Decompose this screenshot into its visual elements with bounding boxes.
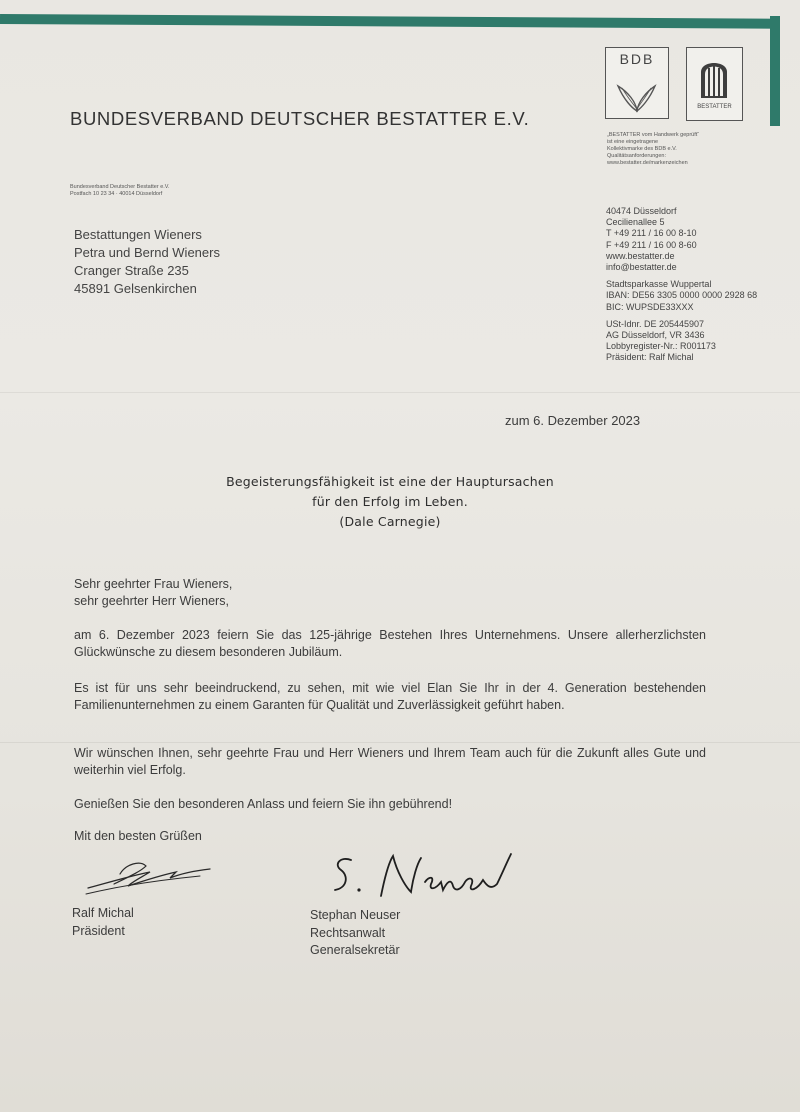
quote-line: für den Erfolg im Leben.	[312, 494, 468, 509]
signatory-name: Stephan Neuser	[310, 908, 401, 922]
bestatter-logo-text: BESTATTER	[697, 104, 732, 110]
bdb-leaf-icon	[606, 48, 667, 117]
recipient-line: 45891 Gelsenkirchen	[74, 281, 197, 296]
recipient-line: Petra und Bernd Wieners	[74, 245, 220, 260]
recipient-address	[74, 226, 220, 298]
letterhead-green-side-bar	[770, 16, 780, 126]
signatory-name: Ralf Michal	[72, 906, 134, 920]
letter-date: zum 6. Dezember 2023	[505, 413, 641, 428]
registry-line: AG Düsseldorf, VR 3436	[606, 330, 705, 341]
organization-name: BUNDESVERBAND DEUTSCHER BESTATTER E.V.	[70, 108, 530, 129]
quote-line: Begeisterungsfähigkeit ist eine der Hauptursachen	[226, 474, 554, 489]
contact-details	[606, 206, 791, 364]
fold-line	[0, 742, 800, 743]
caption-line: „BESTATTER vom Handwerk geprüft“	[607, 132, 700, 138]
contact-line: info@bestatter.de	[606, 262, 677, 273]
paragraph: am 6. Dezember 2023 feiern Sie das 125-jährige Bestehen Ihres Unternehmens. Unsere allerherzlichsten Glückwünsche zu diesem besonderen Jubiläum.	[74, 628, 706, 659]
salutation	[74, 576, 706, 610]
signatory-title: Präsident	[72, 923, 125, 938]
paragraph: Genießen Sie den besonderen Anlass und feiern Sie ihn gebührend!	[74, 797, 453, 811]
signatory-title: Rechtsanwalt	[310, 925, 386, 940]
registry-line: Präsident: Ralf Michal	[606, 352, 694, 363]
caption-line: ist eine eingetragene	[607, 139, 659, 145]
signatory-left	[72, 905, 134, 940]
salutation-line: Sehr geehrter Frau Wieners,	[74, 577, 233, 591]
sender-line: Postfach 10 23 34 · 40014 Düsseldorf	[70, 191, 163, 197]
registry-line: Lobbyregister-Nr.: R001173	[606, 341, 716, 352]
caption-line: Kollektivmarke des BDB e.V.	[607, 146, 677, 152]
bdb-logo-text: BDB	[619, 51, 655, 67]
bank-line: BIC: WUPSDE33XXX	[606, 301, 694, 312]
contact-line: www.bestatter.de	[606, 250, 675, 261]
trademark-caption	[607, 132, 782, 167]
contact-line: 40474 Düsseldorf	[606, 206, 677, 216]
paragraph: Wir wünschen Ihnen, sehr geehrte Frau und Herr Wieners und Ihrem Team auch für die Zukunft alles Gute und weiterhin viel Erfolg.	[74, 746, 706, 777]
signatory-title: Generalsekretär	[310, 943, 400, 957]
contact-line: T +49 211 / 16 00 8-10	[606, 228, 697, 239]
bank-line: IBAN: DE56 3305 0000 0000 2928 68	[606, 290, 758, 301]
salutation-line: sehr geehrter Herr Wieners,	[74, 594, 229, 608]
paragraph: Es ist für uns sehr beeindruckend, zu sehen, mit wie viel Elan Sie Ihr in der 4. Generation bestehenden Familienunternehmen zu einem Garanten für Qualität und Zuverlässigkeit geführt haben.	[74, 681, 706, 712]
signatory-right	[310, 907, 400, 960]
contact-line: F +49 211 / 16 00 8-60	[606, 239, 697, 250]
bank-line: Stadtsparkasse Wuppertal	[606, 279, 712, 290]
recipient-line: Bestattungen Wieners	[74, 227, 202, 242]
bdb-logo	[605, 47, 669, 119]
caption-line: Qualitätsanforderungen:	[607, 153, 667, 159]
letterhead-green-bar	[0, 14, 780, 29]
contact-line: Cecilienallee 5	[606, 217, 665, 228]
fold-line	[0, 392, 800, 393]
recipient-line: Cranger Straße 235	[74, 263, 189, 278]
closing: Mit den besten Grüßen	[74, 829, 202, 843]
bestatter-quality-logo	[686, 47, 743, 121]
sender-return-address	[70, 184, 310, 198]
registry-line: USt-Idnr. DE 205445907	[606, 318, 705, 329]
arch-window-icon	[687, 48, 741, 104]
signature-ralf-michal	[80, 852, 220, 898]
sender-line: Bundesverband Deutscher Bestatter e.V.	[70, 184, 170, 190]
signature-stephan-neuser	[325, 846, 525, 906]
caption-line: www.bestatter.de/markenzeichen	[607, 160, 688, 166]
quote-author: (Dale Carnegie)	[339, 514, 441, 529]
quote-block	[180, 472, 600, 532]
